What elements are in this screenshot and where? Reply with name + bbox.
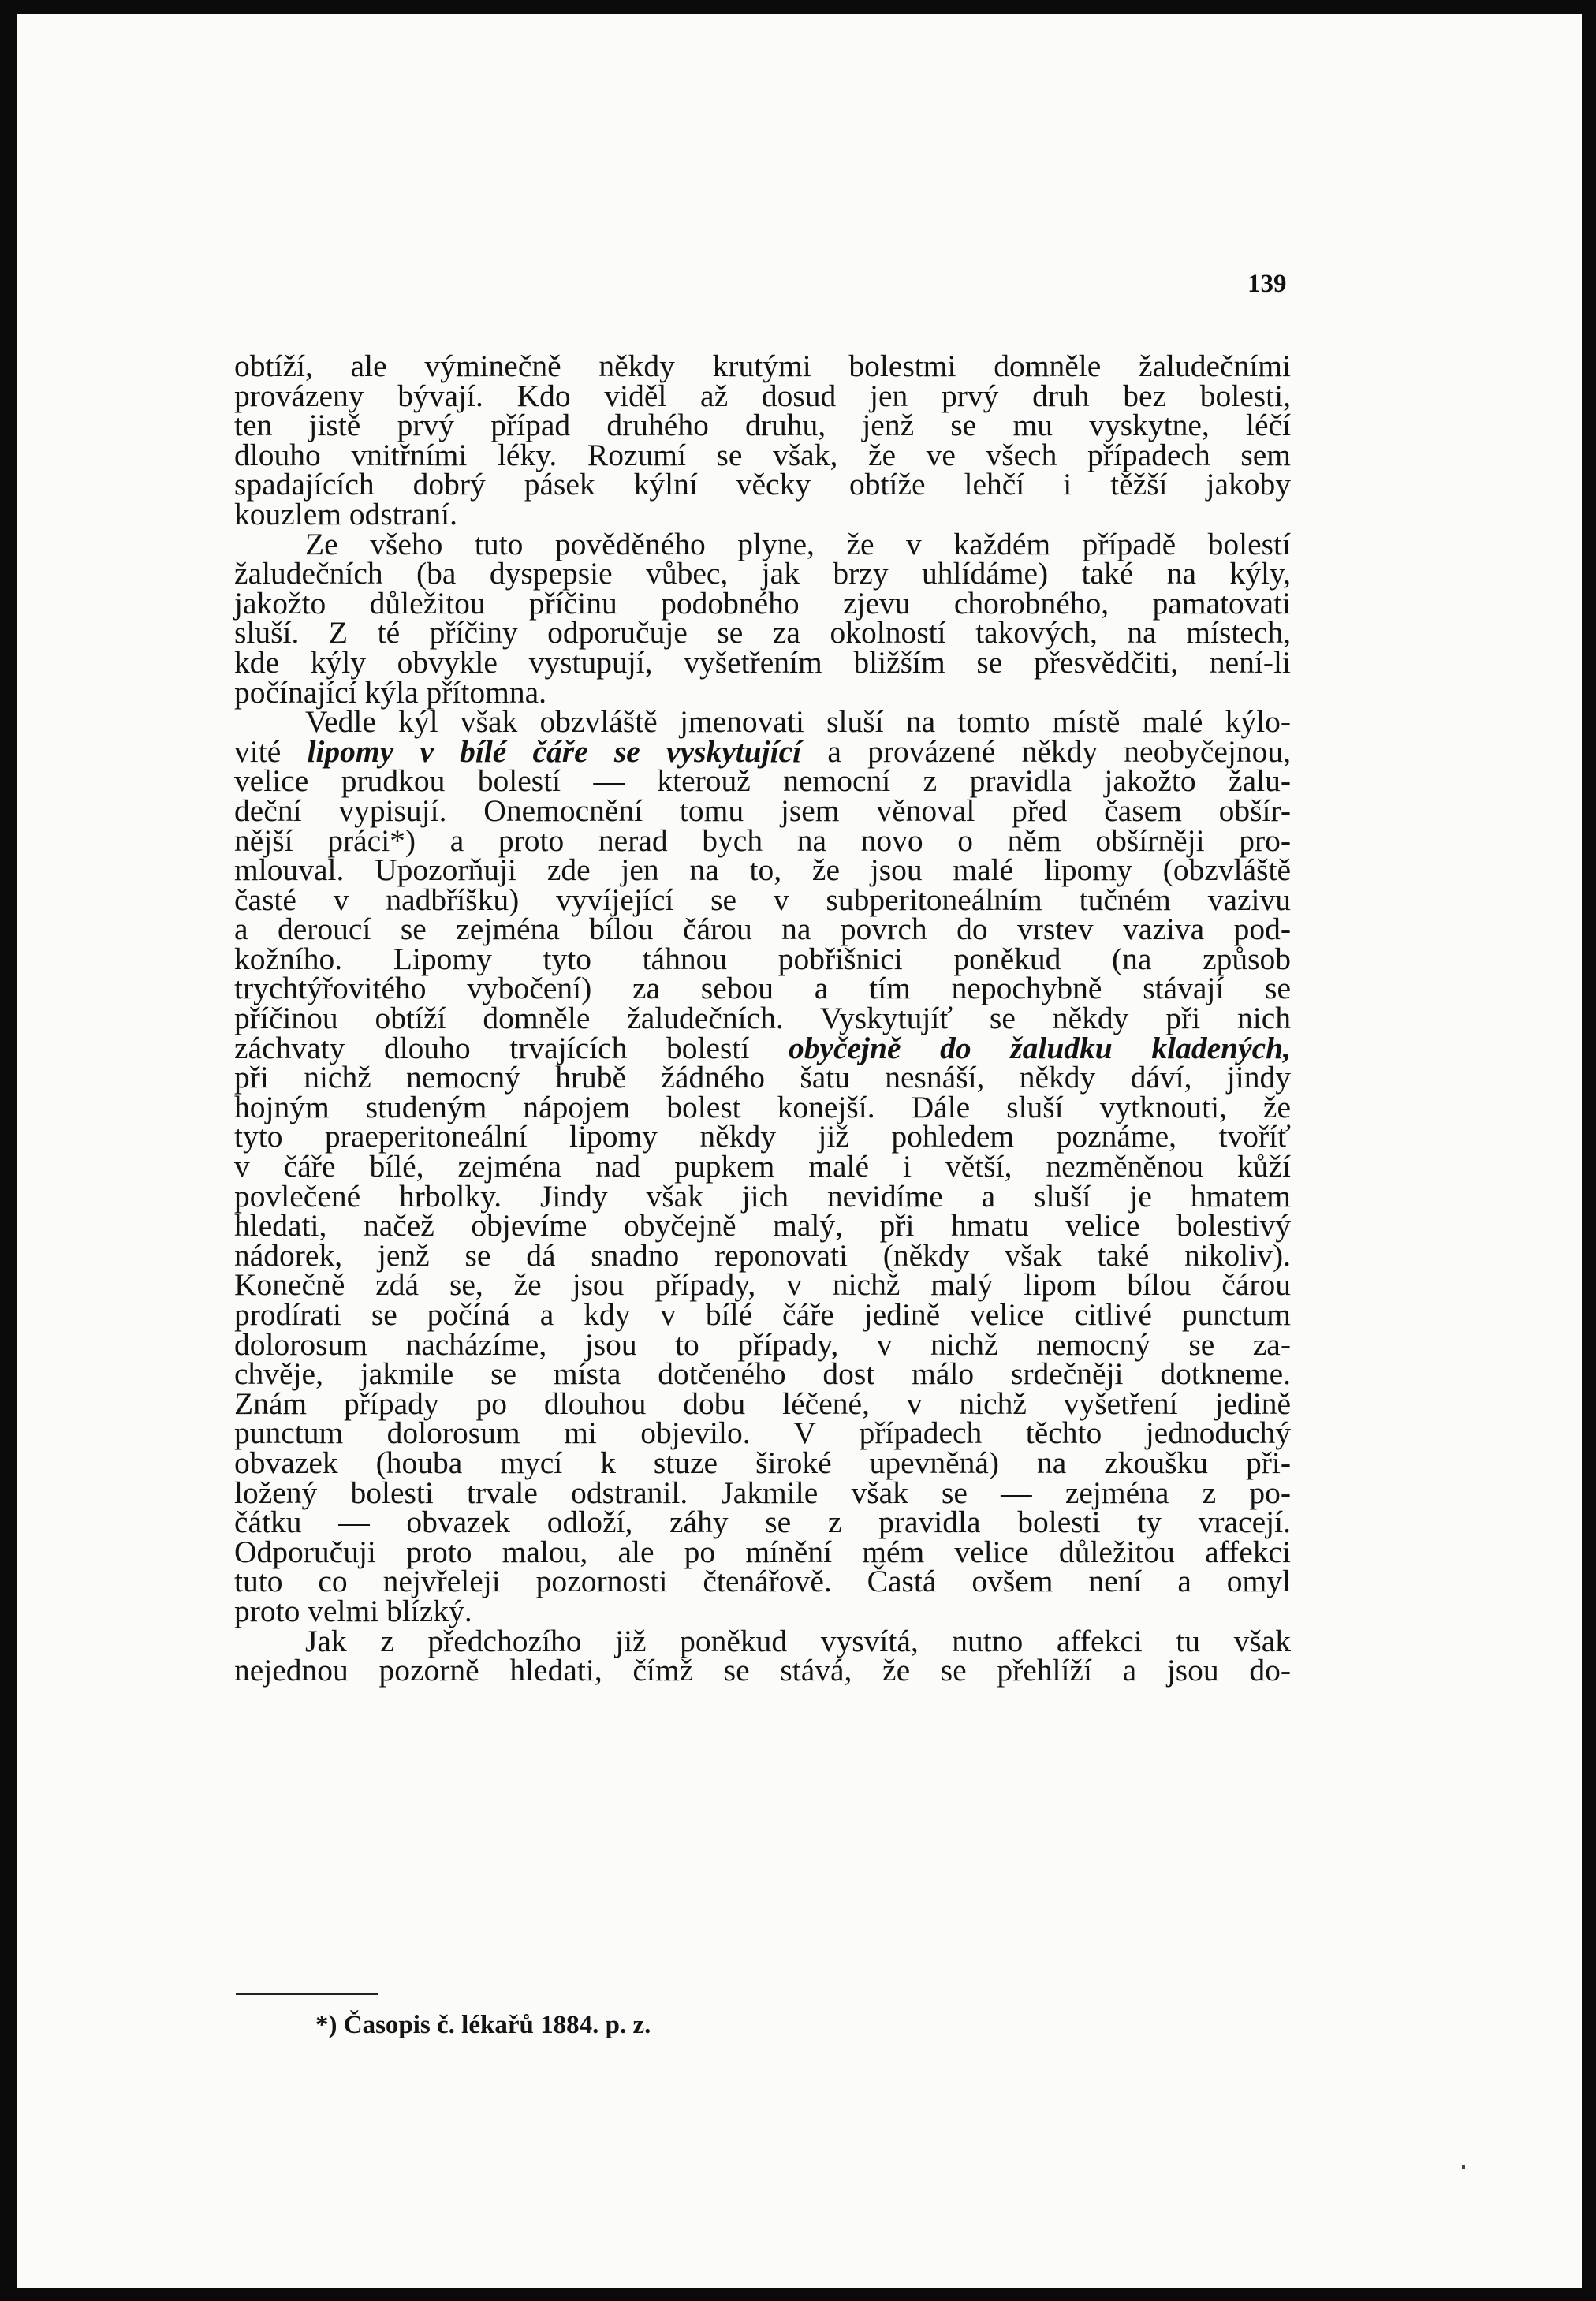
text-line: tyto praeperitoneální lipomy někdy již pohledem poznáme, tvoříť <box>234 1119 1291 1154</box>
italic-emphasis: obyčejně do žaludku kladených, <box>788 1030 1291 1065</box>
text-fragment: a provázené někdy neobyčejnou, <box>801 733 1291 769</box>
text-line: Vedle kýl však obzvláště jmenovati sluší na tomto místě malé kýlo- <box>305 704 1291 740</box>
body-text <box>234 349 1291 1688</box>
text-line: příčinou obtíží domněle žaludečních. Vyskytujíť se někdy při nich <box>234 1001 1291 1036</box>
text-line: Jak z předchozího již poněkud vysvítá, nutno affekci tu však <box>305 1623 1291 1658</box>
text-line: spadajících dobrý pásek kýlní věcky obtíže lehčí i těžší jakoby <box>234 467 1291 502</box>
text-line: Znám případy po dlouhou dobu léčené, v nichž vyšetření jedině <box>234 1385 1291 1421</box>
text-line: mlouval. Upozorňuji zde jen na to, že jsou malé lipomy (obzvláště <box>234 852 1291 888</box>
text-line: jakožto důležitou příčinu podobného zjevu chorobného, pamatovati <box>234 585 1291 621</box>
footnote: *) Časopis č. lékařů 1884. p. z. <box>315 2011 651 2039</box>
text-line: deční vypisují. Onemocnění tomu jsem věnoval před časem obšír- <box>234 792 1291 828</box>
text-line: obvazek (houba mycí k stuze široké upevněná) na zkoušku při- <box>234 1445 1291 1480</box>
text-line: v čáře bílé, zejména nad pupkem malé i větší, nezměněnou kůží <box>234 1149 1291 1184</box>
text-line: ten jistě prvý případ druhého druhu, jenž se mu vyskytne, léčí <box>234 408 1291 443</box>
text-line: dolorosum nacházíme, jsou to případy, v nichž nemocný se za- <box>234 1326 1291 1362</box>
text-line: prodírati se počíná a kdy v bílé čáře jedině velice citlivé punctum <box>234 1297 1291 1332</box>
text-line: provázeny bývají. Kdo viděl až dosud jen prvý druh bez bolesti, <box>234 378 1291 413</box>
text-line: povlečené hrbolky. Jindy však jich nevidíme a sluší je hmatem <box>234 1178 1291 1214</box>
footnote-divider <box>236 1993 378 1995</box>
text-line: sluší. Z té příčiny odporučuje se za okolností takových, na místech, <box>234 615 1291 651</box>
text-line: hledati, načež objevíme obyčejně malý, při hmatu velice bolestivý <box>234 1208 1291 1244</box>
paragraph-3 <box>234 704 1291 1628</box>
text-line: žaludečních (ba dyspepsie vůbec, jak brzy uhlídáme) také na kýly, <box>234 556 1291 591</box>
text-line: trychtýřovitého vybočení) za sebou a tím nepochybně stávají se <box>234 971 1291 1006</box>
page-number: 139 <box>1247 270 1287 298</box>
text-line: a deroucí se zejména bílou čárou na povrch do vrstev vaziva pod- <box>234 912 1291 947</box>
text-line: kožního. Lipomy tyto táhnou pobřišnici poněkud (na způsob <box>234 941 1291 976</box>
text-line: punctum dolorosum mi objevilo. V případech těchto jednoduchý <box>234 1415 1291 1451</box>
text-fragment: záchvaty dlouho trvajících bolestí <box>234 1030 789 1065</box>
text-line: nější práci*) a proto nerad bych na novo o něm obšírněji pro- <box>234 822 1291 858</box>
text-line <box>234 1030 1291 1065</box>
text-line: čátku — obvazek odloží, záhy se z pravidla bolesti ty vracejí. <box>234 1505 1291 1540</box>
text-line: nádorek, jenž se dá snadno reponovati (někdy však také nikoliv). <box>234 1237 1291 1273</box>
text-line: velice prudkou bolestí — kterouž nemocní z pravidla jakožto žalu- <box>234 763 1291 799</box>
text-line: kouzlem odstraní. <box>234 496 458 531</box>
text-line: dlouho vnitřními léky. Rozumí se však, že ve všech případech sem <box>234 437 1291 472</box>
text-line: tuto co nejvřeleji pozornosti čtenářově. Častá ovšem není a omyl <box>234 1564 1291 1599</box>
text-line: kde kýly obvykle vystupují, vyšetřením bližším se přesvědčiti, není-li <box>234 644 1291 680</box>
text-line: Konečně zdá se, že jsou případy, v nichž malý lipom bílou čárou <box>234 1267 1291 1303</box>
text-line: Odporučuji proto malou, ale po mínění mém velice důležitou affekci <box>234 1534 1291 1569</box>
text-line <box>234 733 1291 769</box>
text-line: hojným studeným nápojem bolest konejší. Dále sluší vytknouti, že <box>234 1089 1291 1124</box>
text-line: počínající kýla přítomna. <box>234 674 546 710</box>
paragraph-4 <box>234 1623 1291 1688</box>
text-line: časté v nadbříšku) vyvíjející se v subperitoneálním tučném vazivu <box>234 882 1291 917</box>
text-line: při nichž nemocný hrubě žádného šatu nesnáší, někdy dáví, jindy <box>234 1060 1291 1095</box>
text-line: nejednou pozorně hledati, čímž se stává, že se přehlíží a jsou do- <box>234 1653 1291 1688</box>
italic-emphasis: lipomy v bílé čáře se vyskytující <box>307 733 802 769</box>
text-line: proto velmi blízký. <box>234 1593 472 1628</box>
text-fragment: vité <box>234 733 308 769</box>
text-line: ložený bolesti trvale odstranil. Jakmile však se — zejména z po- <box>234 1475 1291 1510</box>
paragraph-1 <box>234 349 1291 531</box>
text-line: obtíží, ale výminečně někdy krutými bolestmi domněle žaludečními <box>234 349 1291 383</box>
text-line: chvěje, jakmile se místa dotčeného dost málo srdečněji dotkneme. <box>234 1356 1291 1392</box>
book-page <box>17 14 1582 2288</box>
paragraph-2 <box>234 526 1291 710</box>
text-line: Ze všeho tuto pověděného plyne, že v každém případě bolestí <box>305 526 1291 561</box>
scan-speck <box>1462 2165 1465 2169</box>
